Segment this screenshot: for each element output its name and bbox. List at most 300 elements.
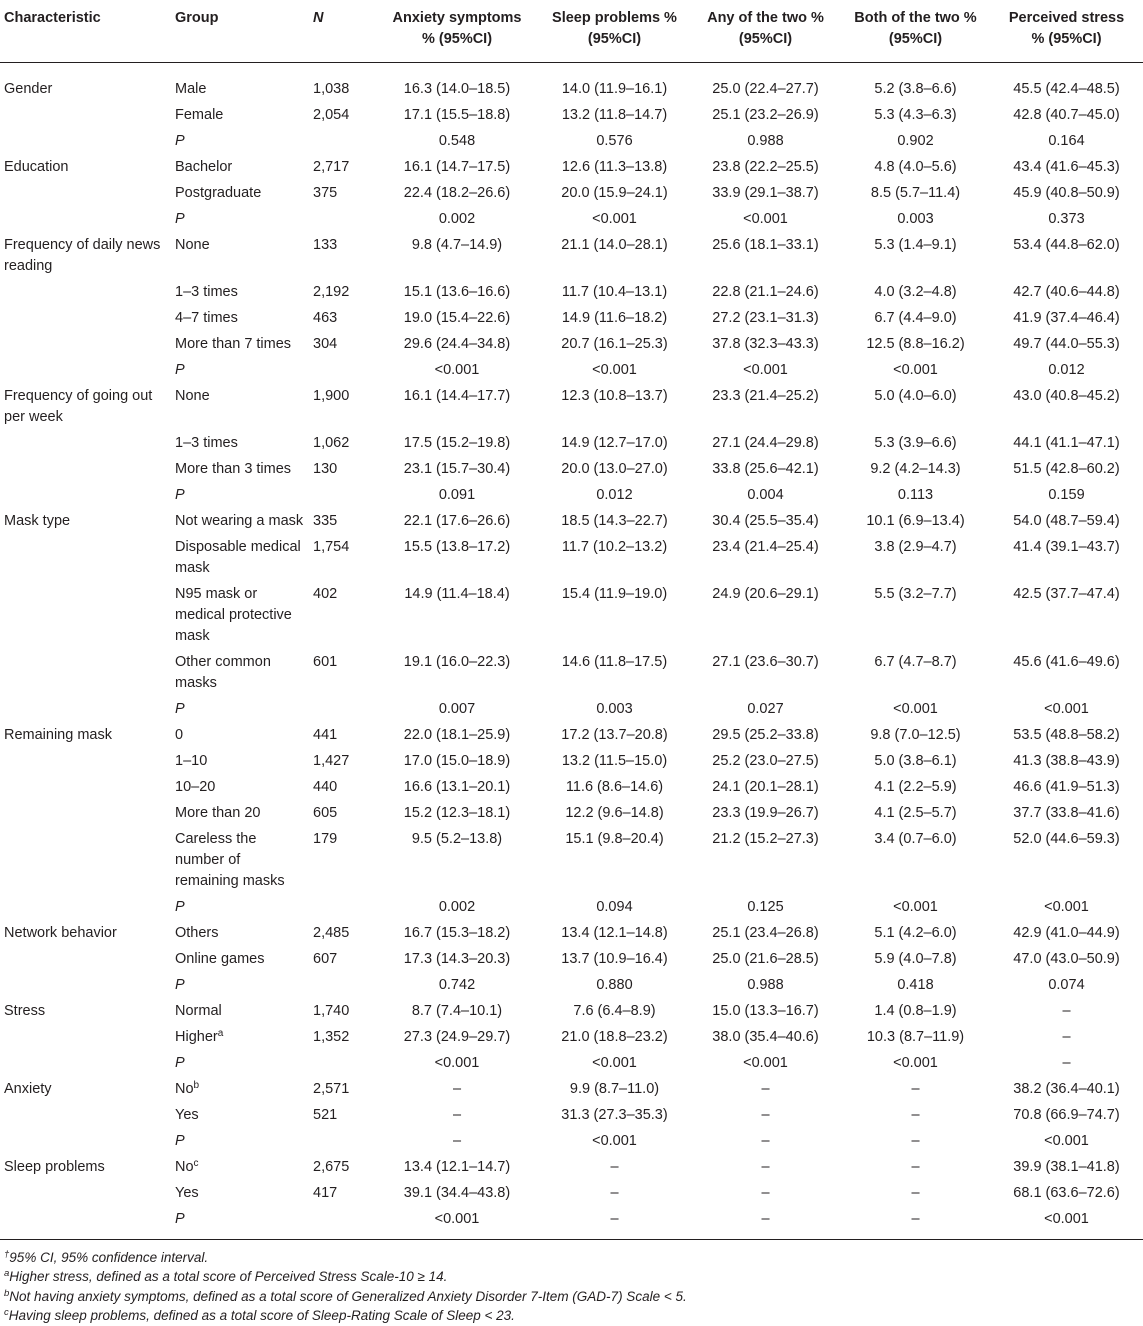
- n-cell: [309, 694, 375, 720]
- group-label: Online games: [175, 950, 265, 967]
- sleep-cell: 21.0 (18.8–23.2): [561, 1028, 668, 1045]
- sleep-cell: 13.7 (10.9–16.4): [561, 950, 668, 967]
- characteristic-cell: [0, 355, 171, 381]
- anxiety-cell: 23.1 (15.7–30.4): [403, 460, 511, 477]
- table-row: [0, 506, 1143, 532]
- stress-cell: 0.164: [1048, 132, 1085, 149]
- any-cell: 27.1 (23.6–30.7): [712, 653, 819, 670]
- anxiety-cell: 16.6 (13.1–20.1): [403, 778, 511, 795]
- any-cell: 0.125: [747, 898, 784, 915]
- stress-cell: 68.1 (63.6–72.6): [1013, 1184, 1120, 1201]
- header-sleep-line1: Sleep problems %: [552, 10, 677, 26]
- group-label: Careless the number of remaining masks: [175, 830, 285, 889]
- group-cell: [171, 329, 309, 355]
- anxiety-cell: 8.7 (7.4–10.1): [411, 1002, 503, 1019]
- both-cell: 8.5 (5.7–11.4): [870, 184, 961, 201]
- group-cell: [171, 381, 309, 428]
- any-cell: 30.4 (25.5–35.4): [712, 512, 819, 529]
- table-row: [0, 944, 1143, 970]
- characteristic-cell: [0, 1100, 171, 1126]
- both-cell: –: [911, 1158, 920, 1175]
- any-cell: <0.001: [743, 1054, 788, 1071]
- n-cell: 440: [313, 778, 338, 795]
- group-cell: [171, 62, 309, 100]
- any-cell: 23.3 (21.4–25.2): [712, 387, 819, 404]
- characteristic-cell: [0, 204, 171, 230]
- n-cell: 2,485: [313, 924, 350, 941]
- both-cell: 5.3 (3.9–6.6): [874, 434, 957, 451]
- characteristic-cell: [0, 1126, 171, 1152]
- characteristic-cell: Frequency of going out per week: [4, 387, 153, 425]
- group-label: None: [175, 387, 210, 404]
- characteristic-cell: [0, 480, 171, 506]
- group-cell: [171, 1178, 309, 1204]
- any-cell: 23.4 (21.4–25.4): [712, 538, 819, 555]
- n-cell: 417: [313, 1184, 338, 1201]
- any-cell: 0.988: [747, 976, 784, 993]
- sleep-cell: 0.576: [596, 132, 633, 149]
- anxiety-cell: 0.742: [438, 976, 476, 993]
- both-cell: –: [911, 1184, 920, 1201]
- header-anxiety-line1: Anxiety symptoms: [392, 10, 522, 26]
- sleep-cell: <0.001: [592, 210, 637, 227]
- any-cell: 25.1 (23.4–26.8): [712, 924, 819, 941]
- both-cell: 0.902: [897, 132, 934, 149]
- anxiety-cell: <0.001: [434, 1210, 480, 1227]
- sleep-cell: 9.9 (8.7–11.0): [569, 1080, 660, 1097]
- group-label: Higher: [175, 1028, 218, 1045]
- stress-cell: –: [1062, 1028, 1071, 1045]
- group-label: 1–10: [175, 752, 208, 769]
- characteristic-cell: [0, 970, 171, 996]
- table-row: [0, 277, 1143, 303]
- both-cell: 12.5 (8.8–16.2): [866, 335, 965, 352]
- group-label: 10–20: [175, 778, 216, 795]
- sleep-cell: 11.7 (10.2–13.2): [561, 538, 668, 555]
- group-label: N95 mask or medical protective mask: [175, 585, 292, 644]
- header-row: [0, 0, 1143, 62]
- characteristic-cell: Education: [4, 158, 69, 175]
- any-cell: 27.1 (24.4–29.8): [712, 434, 819, 451]
- sleep-cell: 12.6 (11.3–13.8): [561, 158, 668, 175]
- any-cell: 29.5 (25.2–33.8): [712, 726, 819, 743]
- any-cell: 15.0 (13.3–16.7): [712, 1002, 819, 1019]
- p-label-cell: [171, 126, 309, 152]
- sleep-cell: 11.7 (10.4–13.1): [561, 283, 668, 300]
- sleep-cell: 15.1 (9.8–20.4): [565, 830, 664, 847]
- anxiety-cell: 22.0 (18.1–25.9): [403, 726, 511, 743]
- p-value-row: [0, 694, 1143, 720]
- group-cell: [171, 277, 309, 303]
- group-label: Normal: [175, 1002, 222, 1019]
- anxiety-cell: 17.3 (14.3–20.3): [403, 950, 511, 967]
- characteristic-cell: [0, 428, 171, 454]
- group-cell: [171, 996, 309, 1022]
- any-cell: 24.9 (20.6–29.1): [712, 585, 819, 602]
- anxiety-cell: 0.002: [438, 898, 476, 915]
- n-cell: [309, 1048, 375, 1074]
- anxiety-cell: 13.4 (12.1–14.7): [403, 1158, 511, 1175]
- anxiety-cell: 17.1 (15.5–18.8): [403, 106, 511, 123]
- group-label: Male: [175, 80, 207, 97]
- footnote-text: Higher stress, defined as a total score of Perceived Stress Scale-10 ≥ 14.: [9, 1269, 448, 1284]
- stress-cell: 0.074: [1048, 976, 1085, 993]
- group-label: More than 7 times: [175, 335, 292, 352]
- n-cell: [309, 126, 375, 152]
- footnote-mark: a: [4, 1268, 10, 1279]
- both-cell: –: [911, 1106, 920, 1123]
- stress-cell: 43.0 (40.8–45.2): [1013, 387, 1120, 404]
- group-label: Disposable medical mask: [175, 538, 301, 576]
- anxiety-cell: 39.1 (34.4–43.8): [403, 1184, 511, 1201]
- group-label: P: [175, 486, 185, 503]
- group-label: P: [175, 976, 185, 993]
- both-cell: 5.9 (4.0–7.8): [874, 950, 957, 967]
- stress-cell: 41.9 (37.4–46.4): [1013, 309, 1120, 326]
- n-cell: 1,352: [313, 1028, 350, 1045]
- sleep-cell: 14.9 (12.7–17.0): [561, 434, 668, 451]
- anxiety-cell: –: [452, 1080, 462, 1097]
- table-row: [0, 647, 1143, 694]
- stress-cell: 54.0 (48.7–59.4): [1013, 512, 1120, 529]
- both-cell: 5.3 (4.3–6.3): [874, 106, 957, 123]
- group-label: Postgraduate: [175, 184, 262, 201]
- group-cell: [171, 454, 309, 480]
- sleep-cell: 14.9 (11.6–18.2): [561, 309, 668, 326]
- p-value-row: [0, 480, 1143, 506]
- n-cell: 463: [313, 309, 338, 326]
- group-cell: [171, 100, 309, 126]
- n-cell: 402: [313, 585, 338, 602]
- n-cell: 304: [313, 335, 338, 352]
- header-group: Group: [175, 10, 219, 26]
- table-row: [0, 532, 1143, 579]
- both-cell: <0.001: [893, 361, 938, 378]
- any-cell: 23.3 (19.9–26.7): [712, 804, 819, 821]
- footnote-mark: †: [4, 1248, 10, 1260]
- stress-cell: 47.0 (43.0–50.9): [1013, 950, 1120, 967]
- p-value-row: [0, 1126, 1143, 1152]
- both-cell: 10.1 (6.9–13.4): [866, 512, 965, 529]
- anxiety-cell: –: [452, 1132, 462, 1149]
- stress-cell: 38.2 (36.4–40.1): [1013, 1080, 1120, 1097]
- group-label: Female: [175, 106, 224, 123]
- characteristic-cell: [0, 126, 171, 152]
- group-label: None: [175, 236, 210, 253]
- group-label: No: [175, 1158, 194, 1175]
- n-cell: 601: [313, 653, 338, 670]
- group-cell: [171, 303, 309, 329]
- characteristic-cell: Sleep problems: [4, 1158, 105, 1175]
- header-both-line1: Both of the two %: [854, 10, 977, 26]
- anxiety-cell: 22.4 (18.2–26.6): [403, 184, 511, 201]
- characteristic-cell: Remaining mask: [4, 726, 112, 743]
- anxiety-cell: 0.548: [438, 132, 476, 149]
- anxiety-cell: 9.5 (5.2–13.8): [411, 830, 503, 847]
- both-cell: –: [911, 1210, 920, 1227]
- both-cell: 0.418: [897, 976, 934, 993]
- any-cell: 0.988: [747, 132, 784, 149]
- any-cell: –: [761, 1158, 770, 1175]
- p-value-row: [0, 355, 1143, 381]
- both-cell: 4.1 (2.2–5.9): [874, 778, 957, 795]
- anxiety-cell: 15.1 (13.6–16.6): [403, 283, 511, 300]
- p-label-cell: [171, 204, 309, 230]
- stress-cell: 53.4 (44.8–62.0): [1013, 236, 1120, 253]
- any-cell: 25.0 (21.6–28.5): [712, 950, 819, 967]
- stress-cell: 45.9 (40.8–50.9): [1013, 184, 1120, 201]
- both-cell: 6.7 (4.7–8.7): [874, 653, 957, 670]
- n-cell: [309, 1126, 375, 1152]
- table-row: [0, 329, 1143, 355]
- table-row: [0, 746, 1143, 772]
- table-row: [0, 1100, 1143, 1126]
- p-label-cell: [171, 892, 309, 918]
- anxiety-cell: 22.1 (17.6–26.6): [403, 512, 511, 529]
- sleep-cell: –: [610, 1158, 619, 1175]
- any-cell: 25.1 (23.2–26.9): [712, 106, 819, 123]
- sleep-cell: 0.880: [596, 976, 633, 993]
- group-label: P: [175, 1210, 185, 1227]
- header-stress: [990, 0, 1143, 62]
- p-value-row: [0, 892, 1143, 918]
- table-row: [0, 100, 1143, 126]
- stress-cell: <0.001: [1044, 700, 1089, 717]
- footnote: [4, 1306, 1143, 1326]
- footnote-mark: b: [4, 1287, 10, 1299]
- table-row: [0, 918, 1143, 944]
- characteristic-cell: [0, 532, 171, 579]
- both-cell: <0.001: [893, 898, 938, 915]
- stress-cell: 0.159: [1048, 486, 1085, 503]
- any-cell: –: [761, 1080, 770, 1097]
- anxiety-cell: 19.1 (16.0–22.3): [403, 653, 511, 670]
- any-cell: 21.2 (15.2–27.3): [712, 830, 819, 847]
- group-cell: [171, 178, 309, 204]
- table-row: [0, 381, 1143, 428]
- table-row: [0, 772, 1143, 798]
- group-cell: [171, 506, 309, 532]
- characteristic-cell: Gender: [4, 80, 53, 97]
- anxiety-cell: <0.001: [434, 361, 480, 378]
- sleep-cell: <0.001: [592, 1054, 637, 1071]
- group-label: 1–3 times: [175, 283, 238, 300]
- any-cell: 38.0 (35.4–40.6): [712, 1028, 819, 1045]
- table-row: [0, 1074, 1143, 1100]
- sleep-cell: 13.4 (12.1–14.8): [561, 924, 668, 941]
- n-cell: 441: [313, 726, 338, 743]
- both-cell: 9.8 (7.0–12.5): [870, 726, 961, 743]
- any-cell: 0.027: [747, 700, 784, 717]
- group-cell: [171, 918, 309, 944]
- characteristic-cell: [0, 824, 171, 892]
- n-cell: 335: [313, 512, 338, 529]
- group-cell: [171, 824, 309, 892]
- p-value-row: [0, 126, 1143, 152]
- stress-cell: 46.6 (41.9–51.3): [1013, 778, 1120, 795]
- any-cell: 25.0 (22.4–27.7): [712, 80, 819, 97]
- both-cell: 5.2 (3.8–6.6): [874, 80, 957, 97]
- sleep-cell: 14.6 (11.8–17.5): [561, 653, 668, 670]
- p-label-cell: [171, 694, 309, 720]
- anxiety-cell: 16.7 (15.3–18.2): [403, 924, 511, 941]
- stress-cell: 44.1 (41.1–47.1): [1013, 434, 1120, 451]
- stress-cell: 45.6 (41.6–49.6): [1013, 653, 1120, 670]
- both-cell: <0.001: [893, 700, 938, 717]
- table-row: [0, 824, 1143, 892]
- characteristic-cell: Mask type: [4, 512, 71, 529]
- p-label-cell: [171, 970, 309, 996]
- group-label: 0: [175, 726, 184, 743]
- header-anxiety: [375, 0, 539, 62]
- table-row: [0, 152, 1143, 178]
- stress-cell: 42.9 (41.0–44.9): [1013, 924, 1120, 941]
- sleep-cell: 20.0 (15.9–24.1): [561, 184, 668, 201]
- stress-cell: 41.3 (38.8–43.9): [1013, 752, 1120, 769]
- table-row: [0, 303, 1143, 329]
- group-label: No: [175, 1080, 194, 1097]
- sleep-cell: 0.012: [596, 486, 633, 503]
- p-label-cell: [171, 1126, 309, 1152]
- header-n: N: [313, 10, 324, 26]
- characteristic-cell: [0, 1178, 171, 1204]
- group-cell: [171, 1100, 309, 1126]
- group-label: 1–3 times: [175, 434, 238, 451]
- anxiety-cell: 16.1 (14.4–17.7): [403, 387, 511, 404]
- sleep-cell: 13.2 (11.8–14.7): [561, 106, 668, 123]
- group-cell: [171, 746, 309, 772]
- anxiety-cell: 17.0 (15.0–18.9): [403, 752, 511, 769]
- table-row: [0, 178, 1143, 204]
- n-cell: 2,675: [313, 1158, 350, 1175]
- characteristic-cell: [0, 579, 171, 647]
- footnotes: [0, 1240, 1143, 1326]
- characteristic-cell: [0, 772, 171, 798]
- stress-cell: 41.4 (39.1–43.7): [1013, 538, 1120, 555]
- header-any-line1: Any of the two %: [707, 10, 824, 26]
- anxiety-cell: 0.091: [438, 486, 476, 503]
- any-cell: 25.6 (18.1–33.1): [712, 236, 819, 253]
- header-sleep: [539, 0, 690, 62]
- characteristic-cell: [0, 746, 171, 772]
- characteristic-cell: [0, 892, 171, 918]
- table-row: [0, 1152, 1143, 1178]
- n-cell: 521: [313, 1106, 338, 1123]
- characteristic-cell: [0, 277, 171, 303]
- group-label: P: [175, 361, 185, 378]
- footnote-text: 95% CI, 95% confidence interval.: [9, 1249, 209, 1265]
- characteristic-cell: [0, 647, 171, 694]
- stress-cell: 70.8 (66.9–74.7): [1013, 1106, 1120, 1123]
- sleep-cell: –: [610, 1210, 619, 1227]
- anxiety-cell: 17.5 (15.2–19.8): [403, 434, 511, 451]
- characteristic-cell: [0, 1048, 171, 1074]
- table-row: [0, 798, 1143, 824]
- group-label: P: [175, 898, 185, 915]
- both-cell: 0.003: [897, 210, 934, 227]
- group-label: Other common masks: [175, 653, 271, 691]
- characteristic-cell: [0, 454, 171, 480]
- n-cell: 605: [313, 804, 338, 821]
- both-cell: 4.8 (4.0–5.6): [874, 158, 957, 175]
- n-cell: 179: [313, 830, 338, 847]
- both-cell: 10.3 (8.7–11.9): [866, 1028, 965, 1045]
- n-cell: 607: [313, 950, 338, 967]
- stress-cell: <0.001: [1044, 898, 1089, 915]
- sleep-cell: 13.2 (11.5–15.0): [561, 752, 668, 769]
- anxiety-cell: 9.8 (4.7–14.9): [411, 236, 503, 253]
- n-cell: [309, 970, 375, 996]
- stress-cell: 37.7 (33.8–41.6): [1013, 804, 1120, 821]
- group-cell: [171, 532, 309, 579]
- any-cell: –: [761, 1210, 770, 1227]
- characteristic-cell: Frequency of daily news reading: [4, 236, 161, 274]
- group-label: Bachelor: [175, 158, 233, 175]
- n-cell: 1,740: [313, 1002, 350, 1019]
- table-row: [0, 579, 1143, 647]
- table-row: [0, 428, 1143, 454]
- table-header: [0, 0, 1143, 62]
- header-both: [841, 0, 990, 62]
- both-cell: –: [911, 1080, 920, 1097]
- characteristic-cell: [0, 100, 171, 126]
- characteristic-cell: Stress: [4, 1002, 46, 1019]
- sleep-cell: 0.003: [596, 700, 633, 717]
- table-row: [0, 1178, 1143, 1204]
- footnote-marker: c: [193, 1157, 199, 1169]
- both-cell: 4.0 (3.2–4.8): [874, 283, 957, 300]
- sleep-cell: –: [610, 1184, 619, 1201]
- table-row: [0, 720, 1143, 746]
- footnote-text: Not having anxiety symptoms, defined as a total score of Generalized Anxiety Disorder 7-Item (GAD-7) Scale < 5.: [9, 1288, 687, 1304]
- stress-cell: 43.4 (41.6–45.3): [1013, 158, 1120, 175]
- p-value-row: [0, 970, 1143, 996]
- any-cell: 33.9 (29.1–38.7): [712, 184, 819, 201]
- group-label: P: [175, 1132, 185, 1149]
- table-row: [0, 230, 1143, 277]
- anxiety-cell: 15.5 (13.8–17.2): [403, 538, 511, 555]
- table-body: [0, 62, 1143, 1239]
- group-cell: [171, 1152, 309, 1178]
- group-cell: [171, 1022, 309, 1048]
- stress-cell: 53.5 (48.8–58.2): [1013, 726, 1120, 743]
- stress-cell: –: [1062, 1002, 1071, 1019]
- anxiety-cell: 15.2 (12.3–18.1): [403, 804, 511, 821]
- any-cell: <0.001: [743, 210, 788, 227]
- both-cell: 5.0 (4.0–6.0): [874, 387, 957, 404]
- stress-cell: <0.001: [1044, 1210, 1089, 1227]
- n-cell: 1,754: [313, 538, 350, 555]
- any-cell: –: [761, 1106, 770, 1123]
- n-cell: 1,038: [313, 80, 350, 97]
- both-cell: 3.4 (0.7–6.0): [874, 830, 957, 847]
- sleep-cell: 21.1 (14.0–28.1): [561, 236, 668, 253]
- group-label: P: [175, 1054, 185, 1071]
- any-cell: 23.8 (22.2–25.5): [712, 158, 819, 175]
- stress-cell: 42.7 (40.6–44.8): [1013, 283, 1120, 300]
- footnote-text: Having sleep problems, defined as a total score of Sleep-Rating Scale of Sleep < 23.: [8, 1308, 515, 1323]
- group-label: P: [175, 210, 185, 227]
- sleep-cell: 12.2 (9.6–14.8): [565, 804, 664, 821]
- n-cell: 1,062: [313, 434, 350, 451]
- anxiety-cell: 16.1 (14.7–17.5): [403, 158, 511, 175]
- footnote: [4, 1287, 1143, 1307]
- anxiety-cell: 29.6 (24.4–34.8): [403, 335, 511, 352]
- group-label: P: [175, 700, 185, 717]
- group-cell: [171, 579, 309, 647]
- characteristic-cell: [0, 1022, 171, 1048]
- sleep-cell: 11.6 (8.6–14.6): [565, 778, 664, 795]
